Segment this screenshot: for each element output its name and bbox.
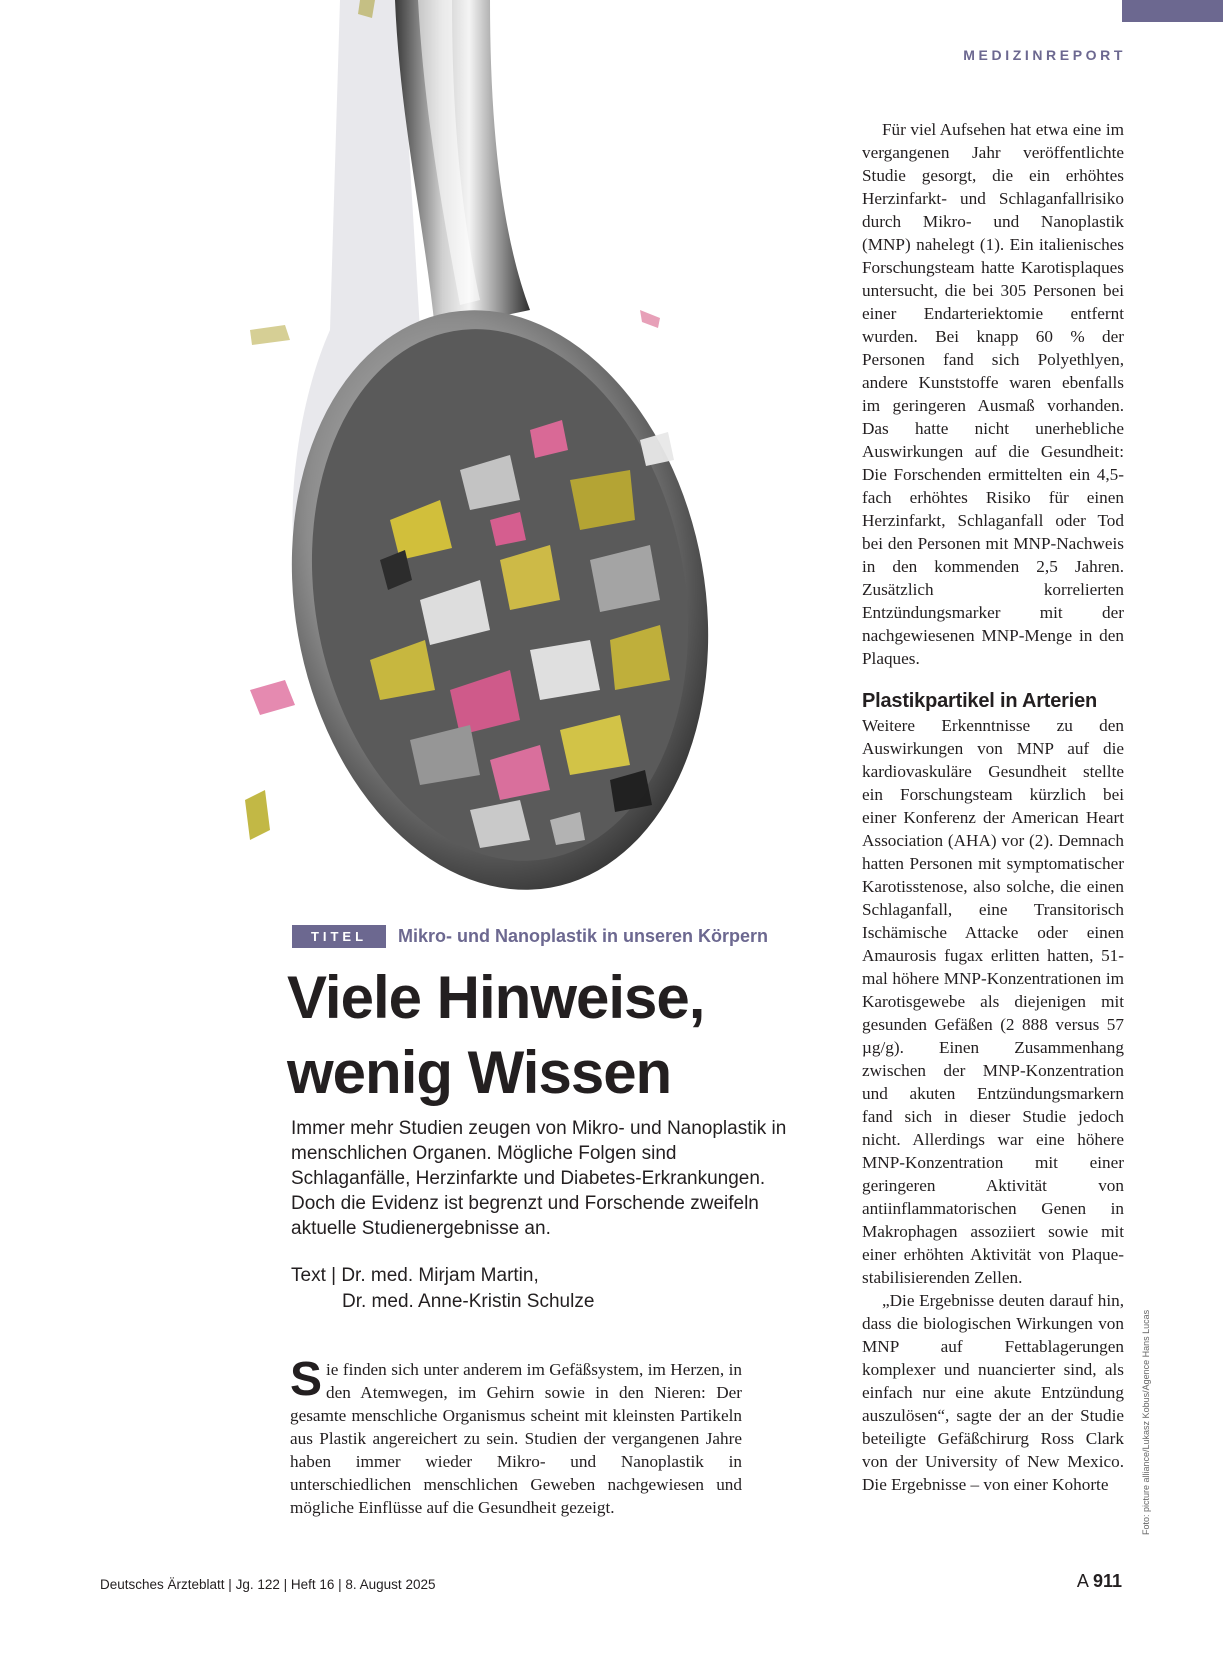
byline-line-2: Dr. med. Anne-Kristin Schulze	[342, 1291, 595, 1312]
section-label: MEDIZINREPORT	[963, 47, 1126, 63]
kicker-tag: TITEL	[292, 925, 386, 948]
corner-accent-bar	[1122, 0, 1223, 22]
right-column	[862, 118, 1124, 1496]
lead-paragraph: Immer mehr Studien zeugen von Mikro- und Nanoplastik in menschlichen Organen. Mögliche Folgen sind Schlaganfälle, Herzinfarkte und Diabetes-Erkrankungen. Doch die Evidenz ist begrenzt und Forschende zweifeln aktuelle Studienergebnisse an.	[291, 1118, 787, 1239]
page-number-value: 911	[1092, 1571, 1122, 1591]
headline-line-1: Viele Hinweise,	[287, 964, 705, 1031]
kicker-text: Mikro- und Nanoplastik in unseren Körpern	[398, 926, 769, 946]
subheading: Plastikpartikel in Arterien	[862, 690, 1098, 712]
spoon-photo	[190, 0, 850, 920]
byline	[291, 1263, 594, 1315]
photo-credit: Foto: picture alliance/Lukasz Kobus/Agence Hans Lucas	[1141, 1309, 1151, 1535]
headline	[287, 960, 757, 1110]
intro-text: ie finden sich unter anderem im Gefäßsystem, im Herzen, in den Atemwegen, im Gehirn sowie in den Nieren: Der gesamte menschliche Organismus scheint mit kleinsten Partikeln aus Plastik angereichert zu sein. Studien der vergangenen Jahre haben immer wieder Mikro- und Nanoplastik in unterschiedlichen menschlichen Geweben nachgewiesen und mögliche Einflüsse auf die Gesundheit gezeigt.	[290, 1360, 742, 1517]
byline-line-1: Text | Dr. med. Mirjam Martin,	[291, 1265, 539, 1286]
paragraph: Für viel Aufsehen hat etwa eine im vergangenen Jahr veröffentlichte Studie gesorgt, die ein erhöhtes Herzinfarkt- und Schlaganfallrisiko durch Mikro- und Nanoplastik (MNP) nahelegt (1). Ein italienisches Forschungsteam hatte Karotisplaques untersucht, die bei 305 Personen bei einer Endarteriektomie entfernt wurden. Bei knapp 60 % der Personen fand sich Polyethlyen, andere Kunststoffe waren ebenfalls im geringeren Ausmaß vorhanden. Das hatte nicht unerhebliche Auswirkungen auf die Gesundheit: Die Forschenden ermittelten ein 4,5-fach erhöhtes Risiko für einen Herzinfarkt, Schlaganfall oder Tod bei den Personen mit MNP-Nachweis in den kommenden 2,5 Jahren. Zusätzlich korrelierten Entzündungsmarker mit der nachgewiesenen MNP-Menge in den Plaques.	[862, 120, 1124, 668]
kicker	[292, 925, 768, 948]
intro-paragraph	[290, 1353, 742, 1519]
page-number	[1077, 1571, 1122, 1592]
paragraph: Weitere Erkenntnisse zu den Auswirkungen von MNP auf die kardiovaskuläre Gesundheit stellte ein Forschungsteam kürzlich bei einer Konferenz der American Heart Association (AHA) vor (2). Demnach hatten Personen mit symptomatischer Karotisstenose, also solche, die einen Schlaganfall, eine Transitorisch Ischämische Attacke oder einen Amaurosis fugax erlitten hatten, 51-mal höhere MNP-Konzentrationen im Karotisgewebe als diejenigen mit gesunden Gefäßen (2 888 versus 57 µg/g). Einen Zusammenhang zwischen der MNP-Konzentration und akuten Entzündungsmarkern fand sich in dieser Studie jedoch nicht. Allerdings war eine höhere MNP-Konzentration mit einer geringeren Aktivität von antiinflammatorischen Genen in Makrophagen assoziiert sowie mit einer erhöhten Aktivität von Plaque-stabilisierenden Zellen.	[862, 716, 1124, 1287]
page-prefix: A	[1076, 1571, 1088, 1591]
headline-line-2: wenig Wissen	[287, 1039, 672, 1106]
footer-citation: Deutsches Ärzteblatt | Jg. 122 | Heft 16 | 8. August 2025	[100, 1577, 436, 1592]
dropcap: S	[290, 1353, 323, 1406]
paragraph: „Die Ergebnisse deuten darauf hin, dass die biologischen Wirkungen von MNP auf Fettablagerungen komplexer und nuancierter sind, als einfach nur eine akute Entzündung auszulösen“, sagte der an der Studie beteiligte Gefäßchirurg Ross Clark von der University of New Mexico. Die Ergebnisse – von einer Kohorte	[862, 1291, 1124, 1494]
